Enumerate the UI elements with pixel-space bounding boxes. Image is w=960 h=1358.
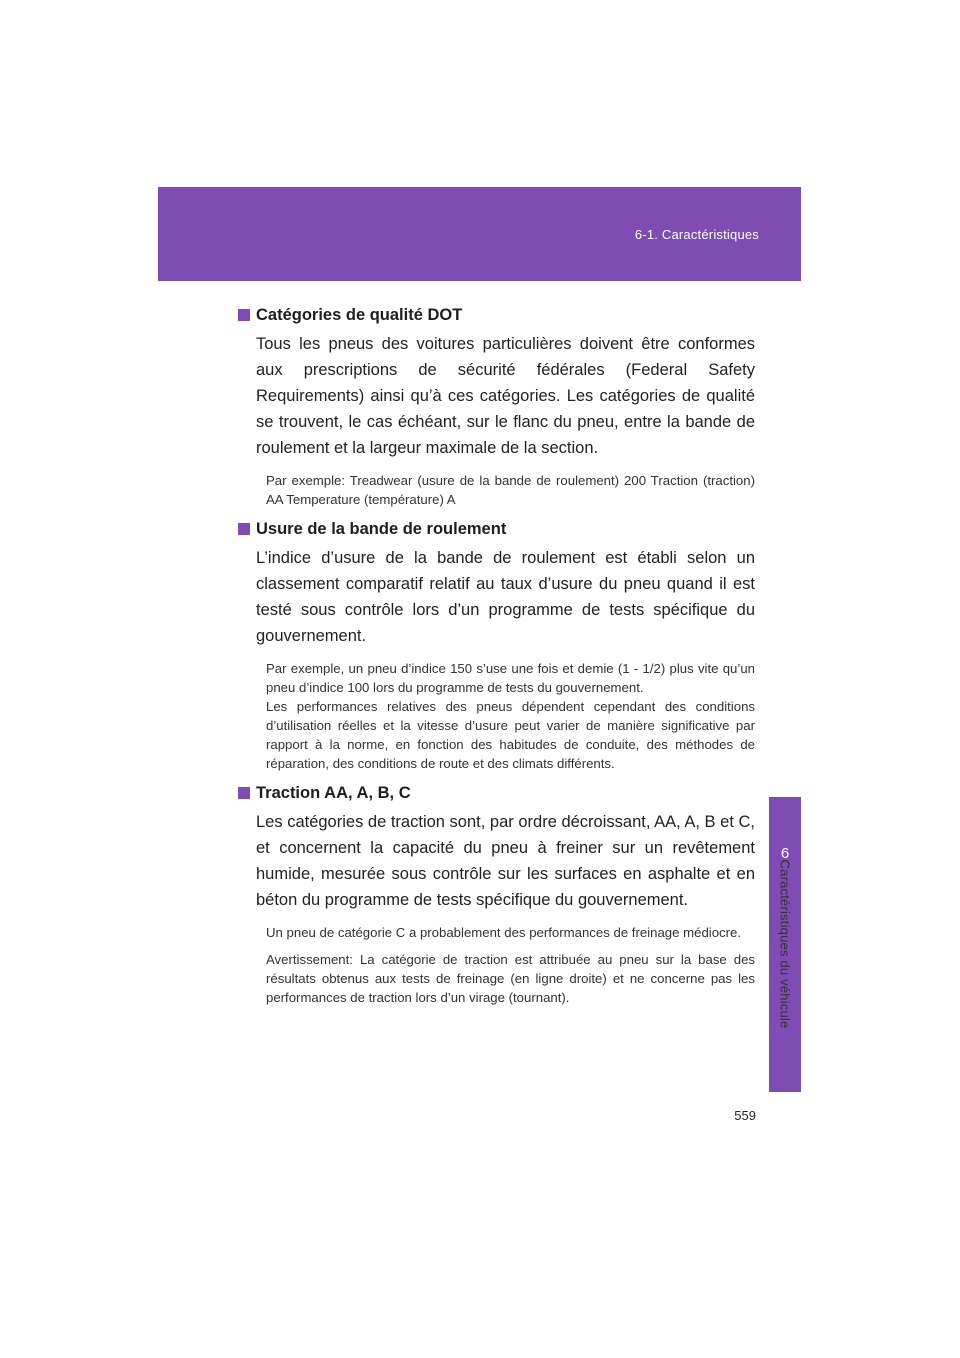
section-body: Les catégories de traction sont, par ordre décroissant, AA, A, B et C, et concernent la capacité du pneu à freiner sur un revêtement humide, mesurée sous contrôle sur les surfaces en asphalte et en béton du programme de tests spécifique du gouvernement.	[256, 813, 755, 909]
section-treadwear	[238, 517, 755, 773]
square-bullet-icon	[238, 309, 250, 321]
section-body: L’indice d’usure de la bande de roulement est établi selon un classement comparatif relatif au taux d’usure du pneu quand il est testé sous contrôle lors d’un programme de tests spécifique du gouvernement.	[256, 549, 755, 645]
section-body: Tous les pneus des voitures particulières doivent être conformes aux prescriptions de sécurité fédérales (Federal Safety Requirements) ainsi qu’à ces catégories. Les catégories de qualité se trouvent, le cas échéant, sur le flanc du pneu, entre la bande de roulement et la largeur maximale de la section.	[256, 335, 755, 457]
section-traction	[238, 781, 755, 1007]
section-heading: Catégories de qualité DOT	[238, 303, 755, 327]
chapter-number: 6	[780, 845, 790, 862]
section-title: 6-1. Caractéristiques	[634, 227, 759, 242]
chapter-title: Caractéristiques du véhicule	[777, 859, 793, 1029]
section-dot-quality	[238, 303, 755, 509]
section-heading: Traction AA, A, B, C	[238, 781, 755, 805]
page-number: 559	[734, 1108, 756, 1123]
section-note: Les performances relatives des pneus dépendent cependant des conditions d’utilisation réelles et la vitesse d’usure peut varier de manière significative par rapport à la norme, en fonction des habitudes de conduite, des méthodes de réparation, des conditions de route et des climats différents.	[266, 699, 755, 771]
section-note: Par exemple: Treadwear (usure de la bande de roulement) 200 Traction (traction) AA Temperature (température) A	[266, 473, 755, 507]
section-note: Avertissement: La catégorie de traction est attribuée au pneu sur la base des résultats obtenus aux tests de freinage (en ligne droite) et ne concerne pas les performances de traction lors d’un virage (tournant).	[266, 952, 755, 1005]
square-bullet-icon	[238, 787, 250, 799]
section-heading: Usure de la bande de roulement	[238, 517, 755, 541]
section-note: Un pneu de catégorie C a probablement des performances de freinage médiocre.	[266, 925, 742, 940]
section-note: Par exemple, un pneu d’indice 150 s’use une fois et demie (1 - 1/2) plus vite qu’un pneu d’indice 100 lors du programme de tests du gouvernement.	[266, 661, 755, 695]
square-bullet-icon	[238, 523, 250, 535]
page-content	[238, 303, 755, 1015]
header-band	[158, 187, 801, 281]
